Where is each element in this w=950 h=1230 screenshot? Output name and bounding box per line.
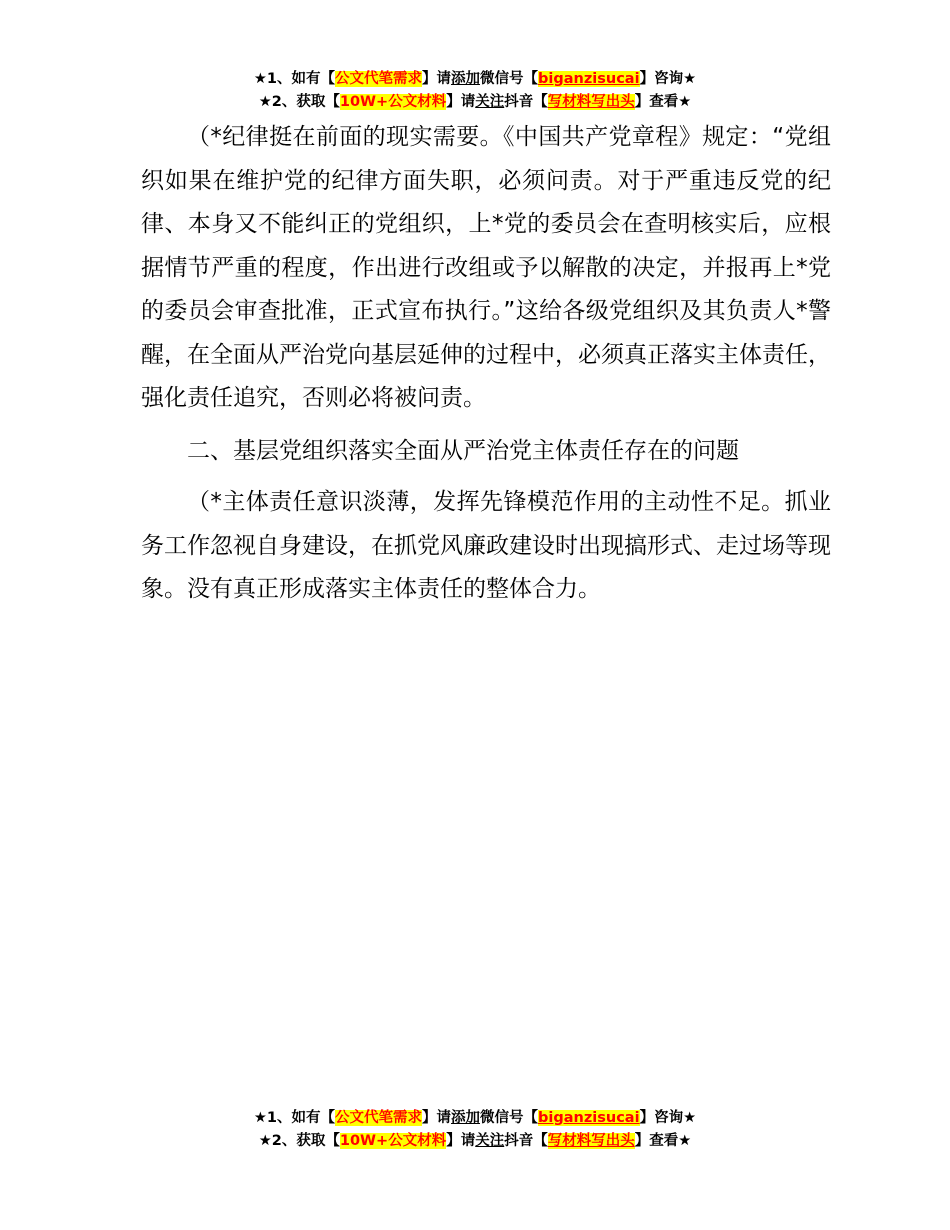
- banner-highlight: 10W+公文材料: [339, 1133, 447, 1149]
- banner-text: 抖音【: [504, 1133, 548, 1149]
- banner-highlight: biganzisucai: [538, 1110, 640, 1126]
- banner-text: 微信号【: [480, 1110, 539, 1126]
- body-paragraph-1: （*纪律挺在前面的现实需要。《中国共产党章程》规定：“党组织如果在维护党的纪律方面失职，必须问责。对于严重违反党的纪律、本身又不能纠正的党组织，上*党的委员会在查明核实后，应根据情节严重的程度，作出进行改组或予以解散的决定，并报再上*党的委员会审查批准，正式宣布执行。”这给各级党组织及其负责人*警醒，在全面从严治党向基层延伸的过程中，必须真正落实主体责任，强化责任追究，否则必将被问责。: [141, 124, 831, 411]
- banner-text: ★2、获取【: [258, 1133, 340, 1149]
- banner-emphasis: 关注: [475, 1133, 505, 1149]
- banner-emphasis: 添加: [451, 1110, 481, 1126]
- document-body: [141, 116, 831, 612]
- header-banner: [0, 68, 950, 114]
- banner-text: 】请: [446, 1133, 476, 1149]
- banner-highlight: 写材料写出头: [547, 94, 635, 110]
- section-heading-2: 二、基层党组织落实全面从严治党主体责任存在的问题: [187, 437, 739, 464]
- banner-text: 】查看★: [634, 94, 692, 110]
- banner-text: ★1、如有【: [253, 1110, 336, 1126]
- banner-emphasis: 关注: [475, 94, 505, 110]
- banner-highlight: 10W+公文材料: [339, 94, 447, 110]
- banner-highlight: 公文代笔需求: [335, 1110, 423, 1126]
- banner-highlight: 写材料写出头: [547, 1133, 635, 1149]
- banner-text: 微信号【: [480, 71, 539, 87]
- footer-banner: [0, 1107, 950, 1153]
- banner-text: ★2、获取【: [258, 94, 340, 110]
- body-paragraph-2: （*主体责任意识淡薄，发挥先锋模范作用的主动性不足。抓业务工作忽视自身建设，在抓党风廉政建设时出现搞形式、走过场等现象。没有真正形成落实主体责任的整体合力。: [141, 489, 831, 602]
- banner-line-1: [0, 68, 950, 91]
- banner-text: 抖音【: [504, 94, 548, 110]
- banner-text: 】查看★: [634, 1133, 692, 1149]
- banner-line-2: [0, 1130, 950, 1153]
- banner-highlight: biganzisucai: [538, 71, 640, 87]
- banner-emphasis: 添加: [451, 71, 481, 87]
- banner-line-2: [0, 91, 950, 114]
- banner-line-1: [0, 1107, 950, 1130]
- banner-text: ★1、如有【: [253, 71, 336, 87]
- banner-text: 】请: [422, 1110, 452, 1126]
- banner-text: 】咨询★: [639, 1110, 697, 1126]
- banner-text: 】咨询★: [639, 71, 697, 87]
- banner-text: 】请: [422, 71, 452, 87]
- banner-text: 】请: [446, 94, 476, 110]
- banner-highlight: 公文代笔需求: [335, 71, 423, 87]
